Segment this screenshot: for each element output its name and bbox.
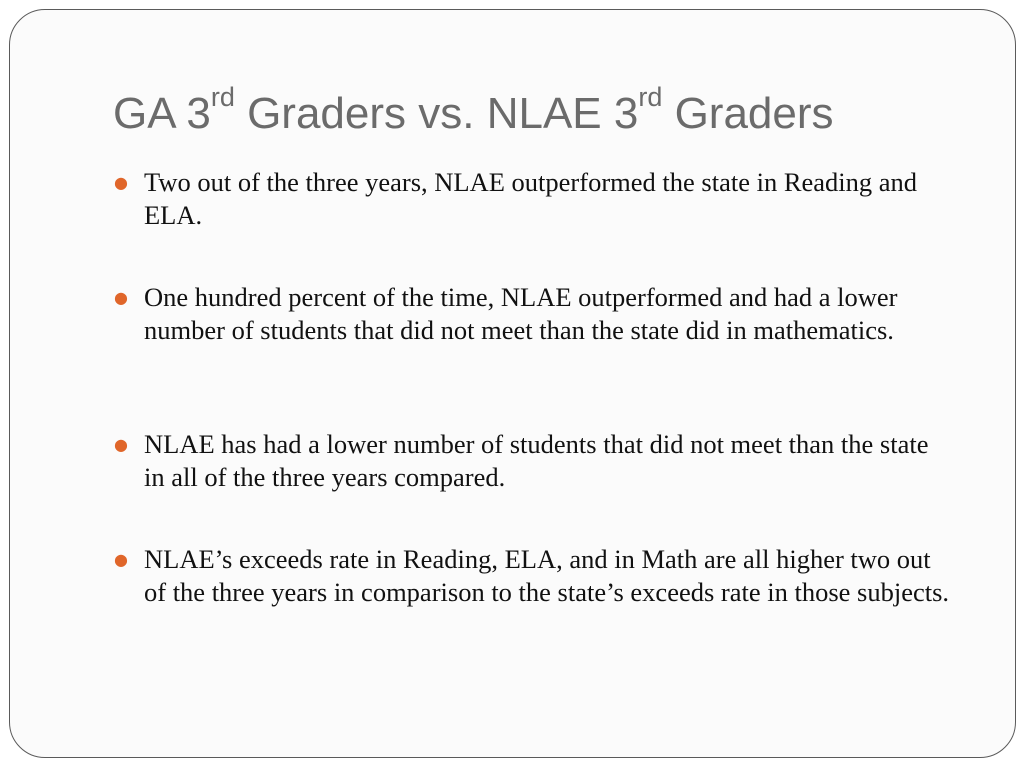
- bullet-marker-icon: ●: [114, 173, 128, 192]
- title-superscript-1: rd: [210, 82, 235, 112]
- bullet-item-1: [114, 166, 954, 232]
- title-superscript-2: rd: [638, 82, 663, 112]
- bullet-text-4: NLAE’s exceeds rate in Reading, ELA, and in Math are all higher two out of the three years in comparison to the state’s exceeds rate in those subjects.: [144, 544, 950, 607]
- bullet-text-3: NLAE has had a lower number of students that did not meet than the state in all of the three years compared.: [144, 429, 929, 492]
- bullet-marker-icon: ●: [114, 435, 128, 454]
- title-text-2: Graders vs. NLAE 3: [234, 89, 639, 138]
- bullet-marker-icon: ●: [114, 550, 128, 569]
- bullet-text-1: Two out of the three years, NLAE outperformed the state in Reading and ELA.: [144, 167, 918, 230]
- title-text-1: GA 3: [113, 89, 211, 138]
- bullet-item-4: [114, 543, 954, 609]
- title-text-3: Graders: [662, 89, 834, 138]
- bullet-text-2: One hundred percent of the time, NLAE outperformed and had a lower number of students that did not meet than the state did in mathematics.: [144, 282, 898, 345]
- bullet-marker-icon: ●: [114, 288, 128, 307]
- bullet-item-2: [114, 281, 954, 347]
- bullet-item-3: [114, 428, 954, 494]
